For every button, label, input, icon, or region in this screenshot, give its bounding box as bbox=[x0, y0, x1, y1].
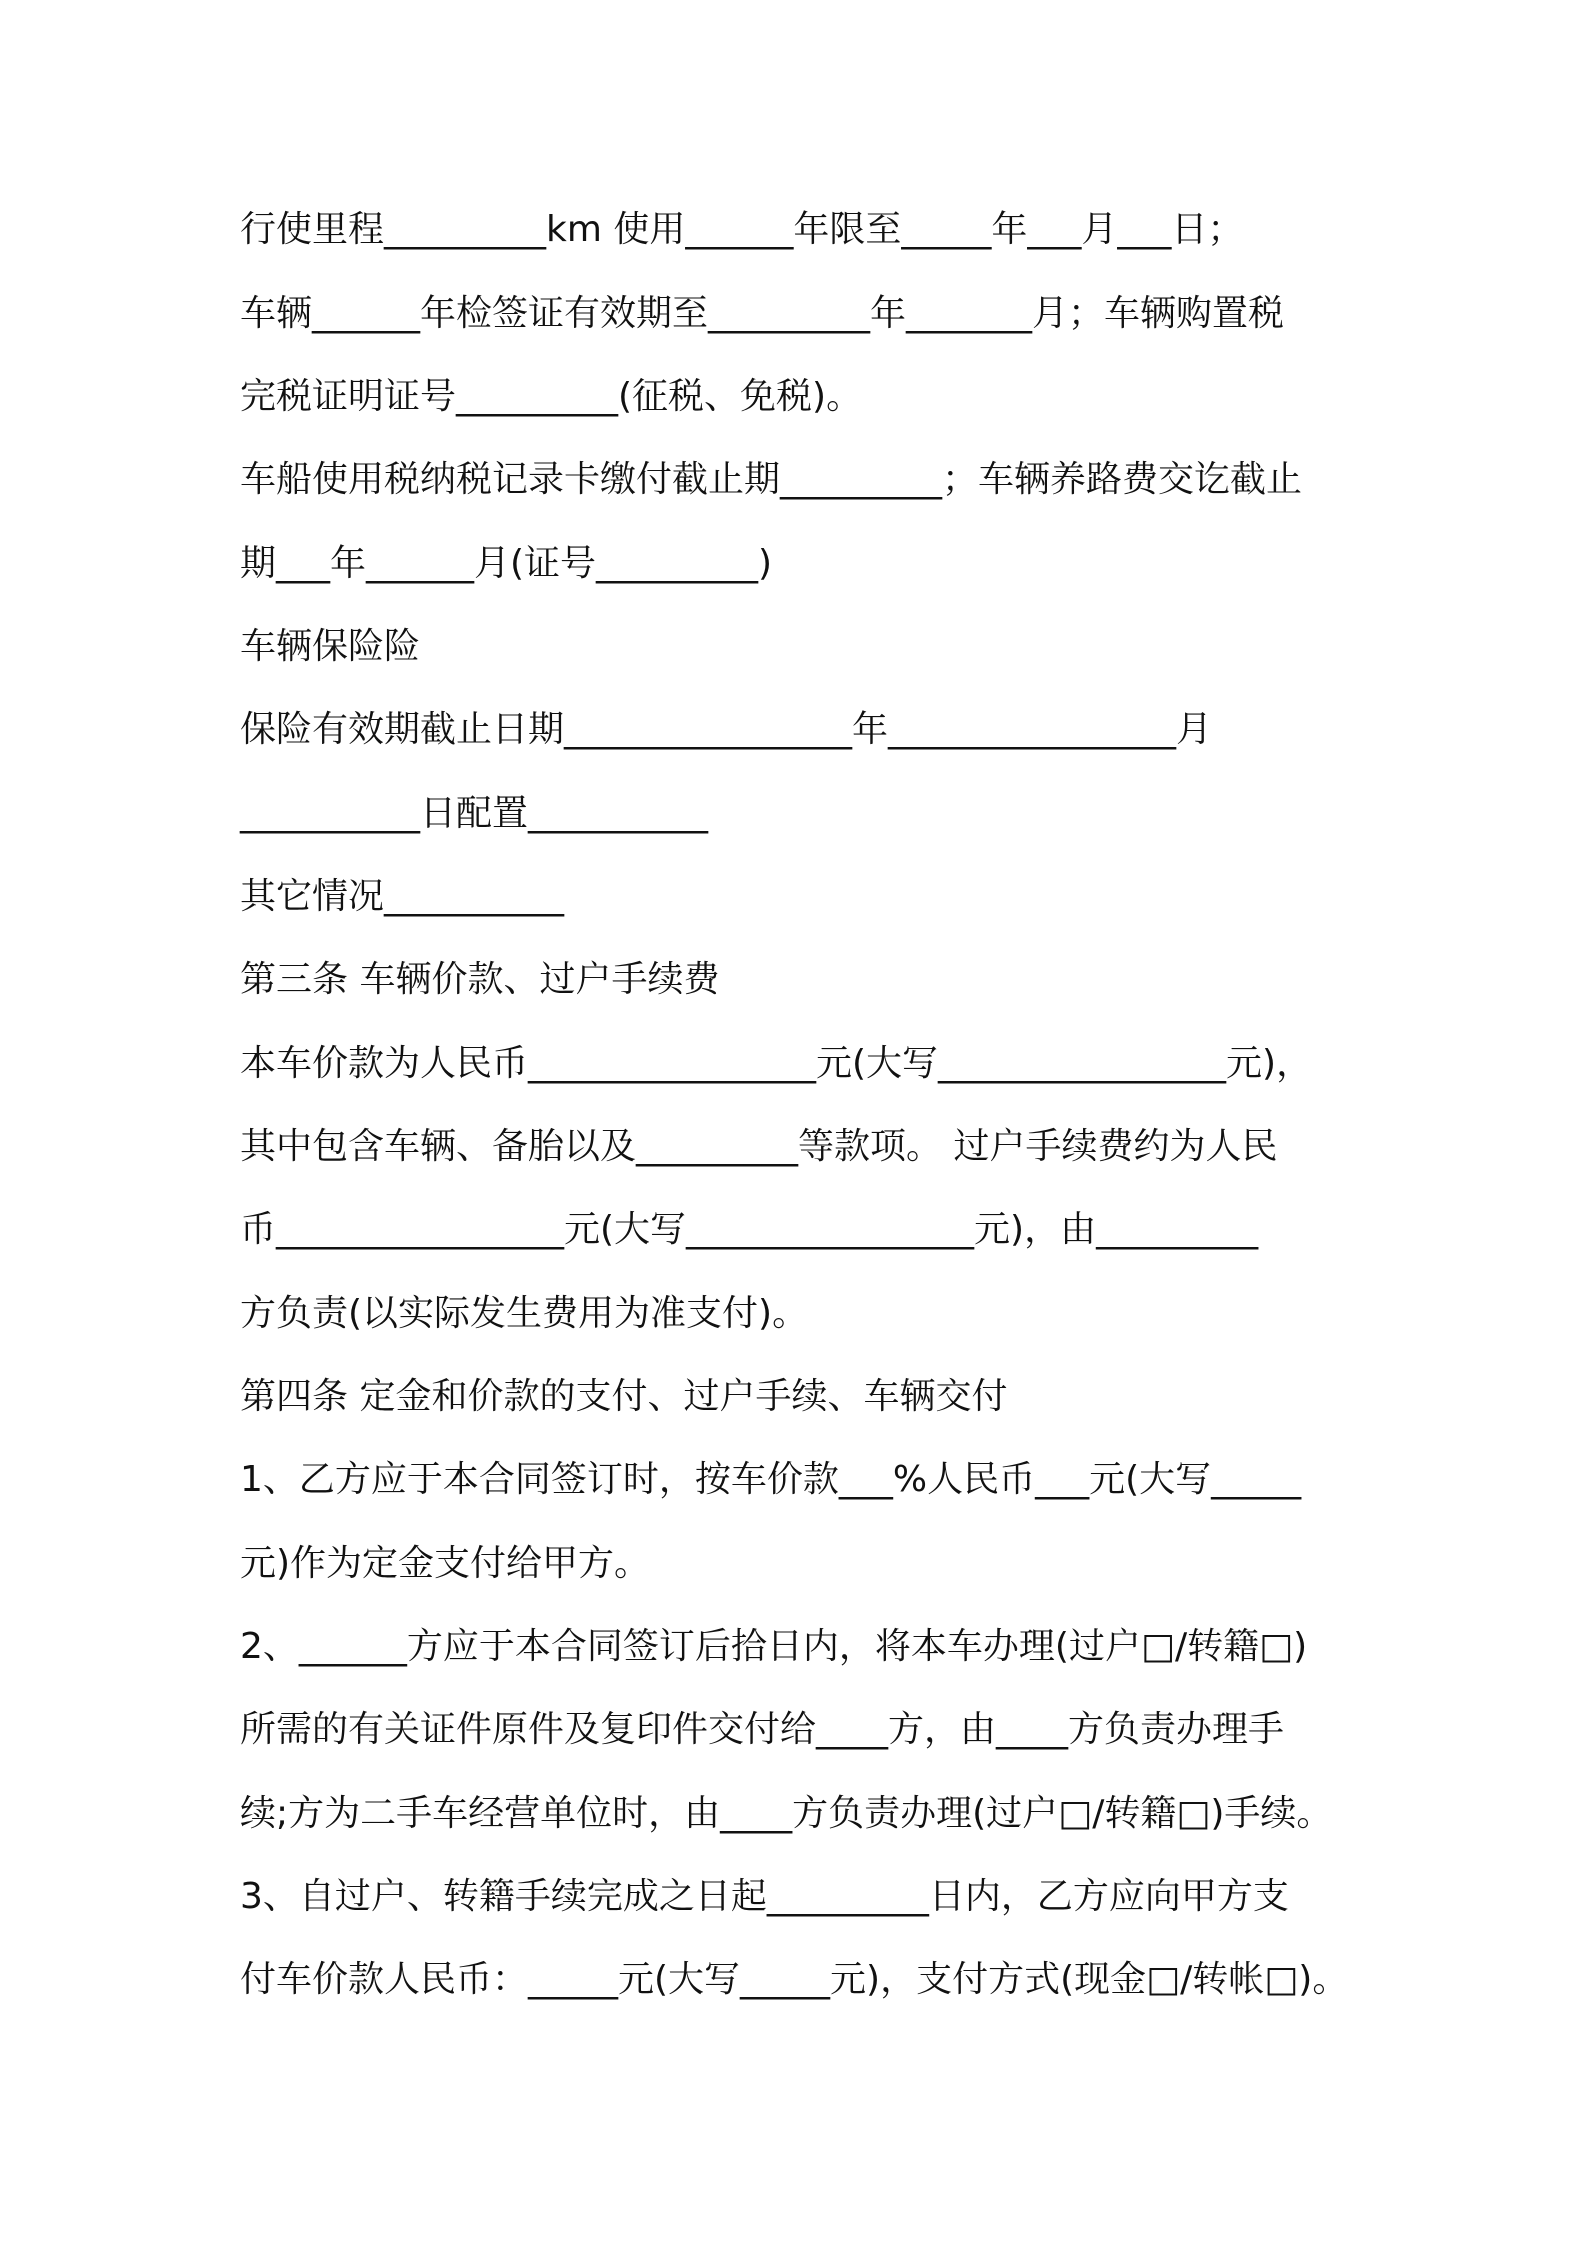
text-line-mileage: 行使里程_________km 使用______年限至_____年___月___日； bbox=[240, 209, 1244, 250]
article-three-heading: 第三条 车辆价款、过户手续费 bbox=[240, 959, 720, 1000]
text-line-insurance-expiry: 保险有效期截止日期________________年________________月 bbox=[240, 709, 1213, 750]
text-line-configuration: __________日配置__________ bbox=[240, 793, 709, 834]
clause-3-line-1: 3、自过户、转籍手续完成之日起_________日内，乙方应向甲方支 bbox=[240, 1876, 1289, 1917]
text-line-other: 其它情况__________ bbox=[240, 876, 565, 917]
text-line-transfer-fee: 币________________元(大写________________元)，由_________ bbox=[240, 1209, 1259, 1250]
text-line-tax-certificate: 完税证明证号_________(征税、免税)。 bbox=[240, 376, 863, 417]
text-line-fee-responsibility: 方负责(以实际发生费用为准支付)。 bbox=[240, 1293, 809, 1334]
text-line-inspection: 车辆______年检签证有效期至_________年_______月；车辆购置税 bbox=[240, 293, 1285, 334]
text-line-price: 本车价款为人民币________________元(大写________________元)， bbox=[240, 1043, 1313, 1084]
clause-1-line-2: 元)作为定金支付给甲方。 bbox=[240, 1543, 651, 1584]
text-line-road-fee-period: 期___年______月(证号_________) bbox=[240, 543, 773, 584]
text-line-price-includes: 其中包含车辆、备胎以及_________等款项。 过户手续费约为人民 bbox=[240, 1126, 1278, 1167]
text-line-insurance: 车辆保险险 bbox=[240, 626, 421, 667]
text-line-vessel-tax: 车船使用税纳税记录卡缴付截止期_________；车辆养路费交讫截止 bbox=[240, 459, 1303, 500]
clause-2-line-3: 续;方为二手车经营单位时，由____方负责办理(过户□/转籍□)手续。 bbox=[240, 1793, 1333, 1834]
clause-1-line-1: 1、乙方应于本合同签订时，按车价款___%人民币___元(大写_____ bbox=[240, 1459, 1302, 1500]
article-four-heading: 第四条 定金和价款的支付、过户手续、车辆交付 bbox=[240, 1376, 1008, 1417]
clause-3-line-2: 付车价款人民币：_____元(大写_____元)，支付方式(现金□/转帐□)。 bbox=[240, 1959, 1349, 2000]
clause-2-line-1: 2、______方应于本合同签订后拾日内，将本车办理(过户□/转籍□) bbox=[240, 1626, 1308, 1667]
clause-2-line-2: 所需的有关证件原件及复印件交付给____方，由____方负责办理手 bbox=[240, 1709, 1285, 1750]
